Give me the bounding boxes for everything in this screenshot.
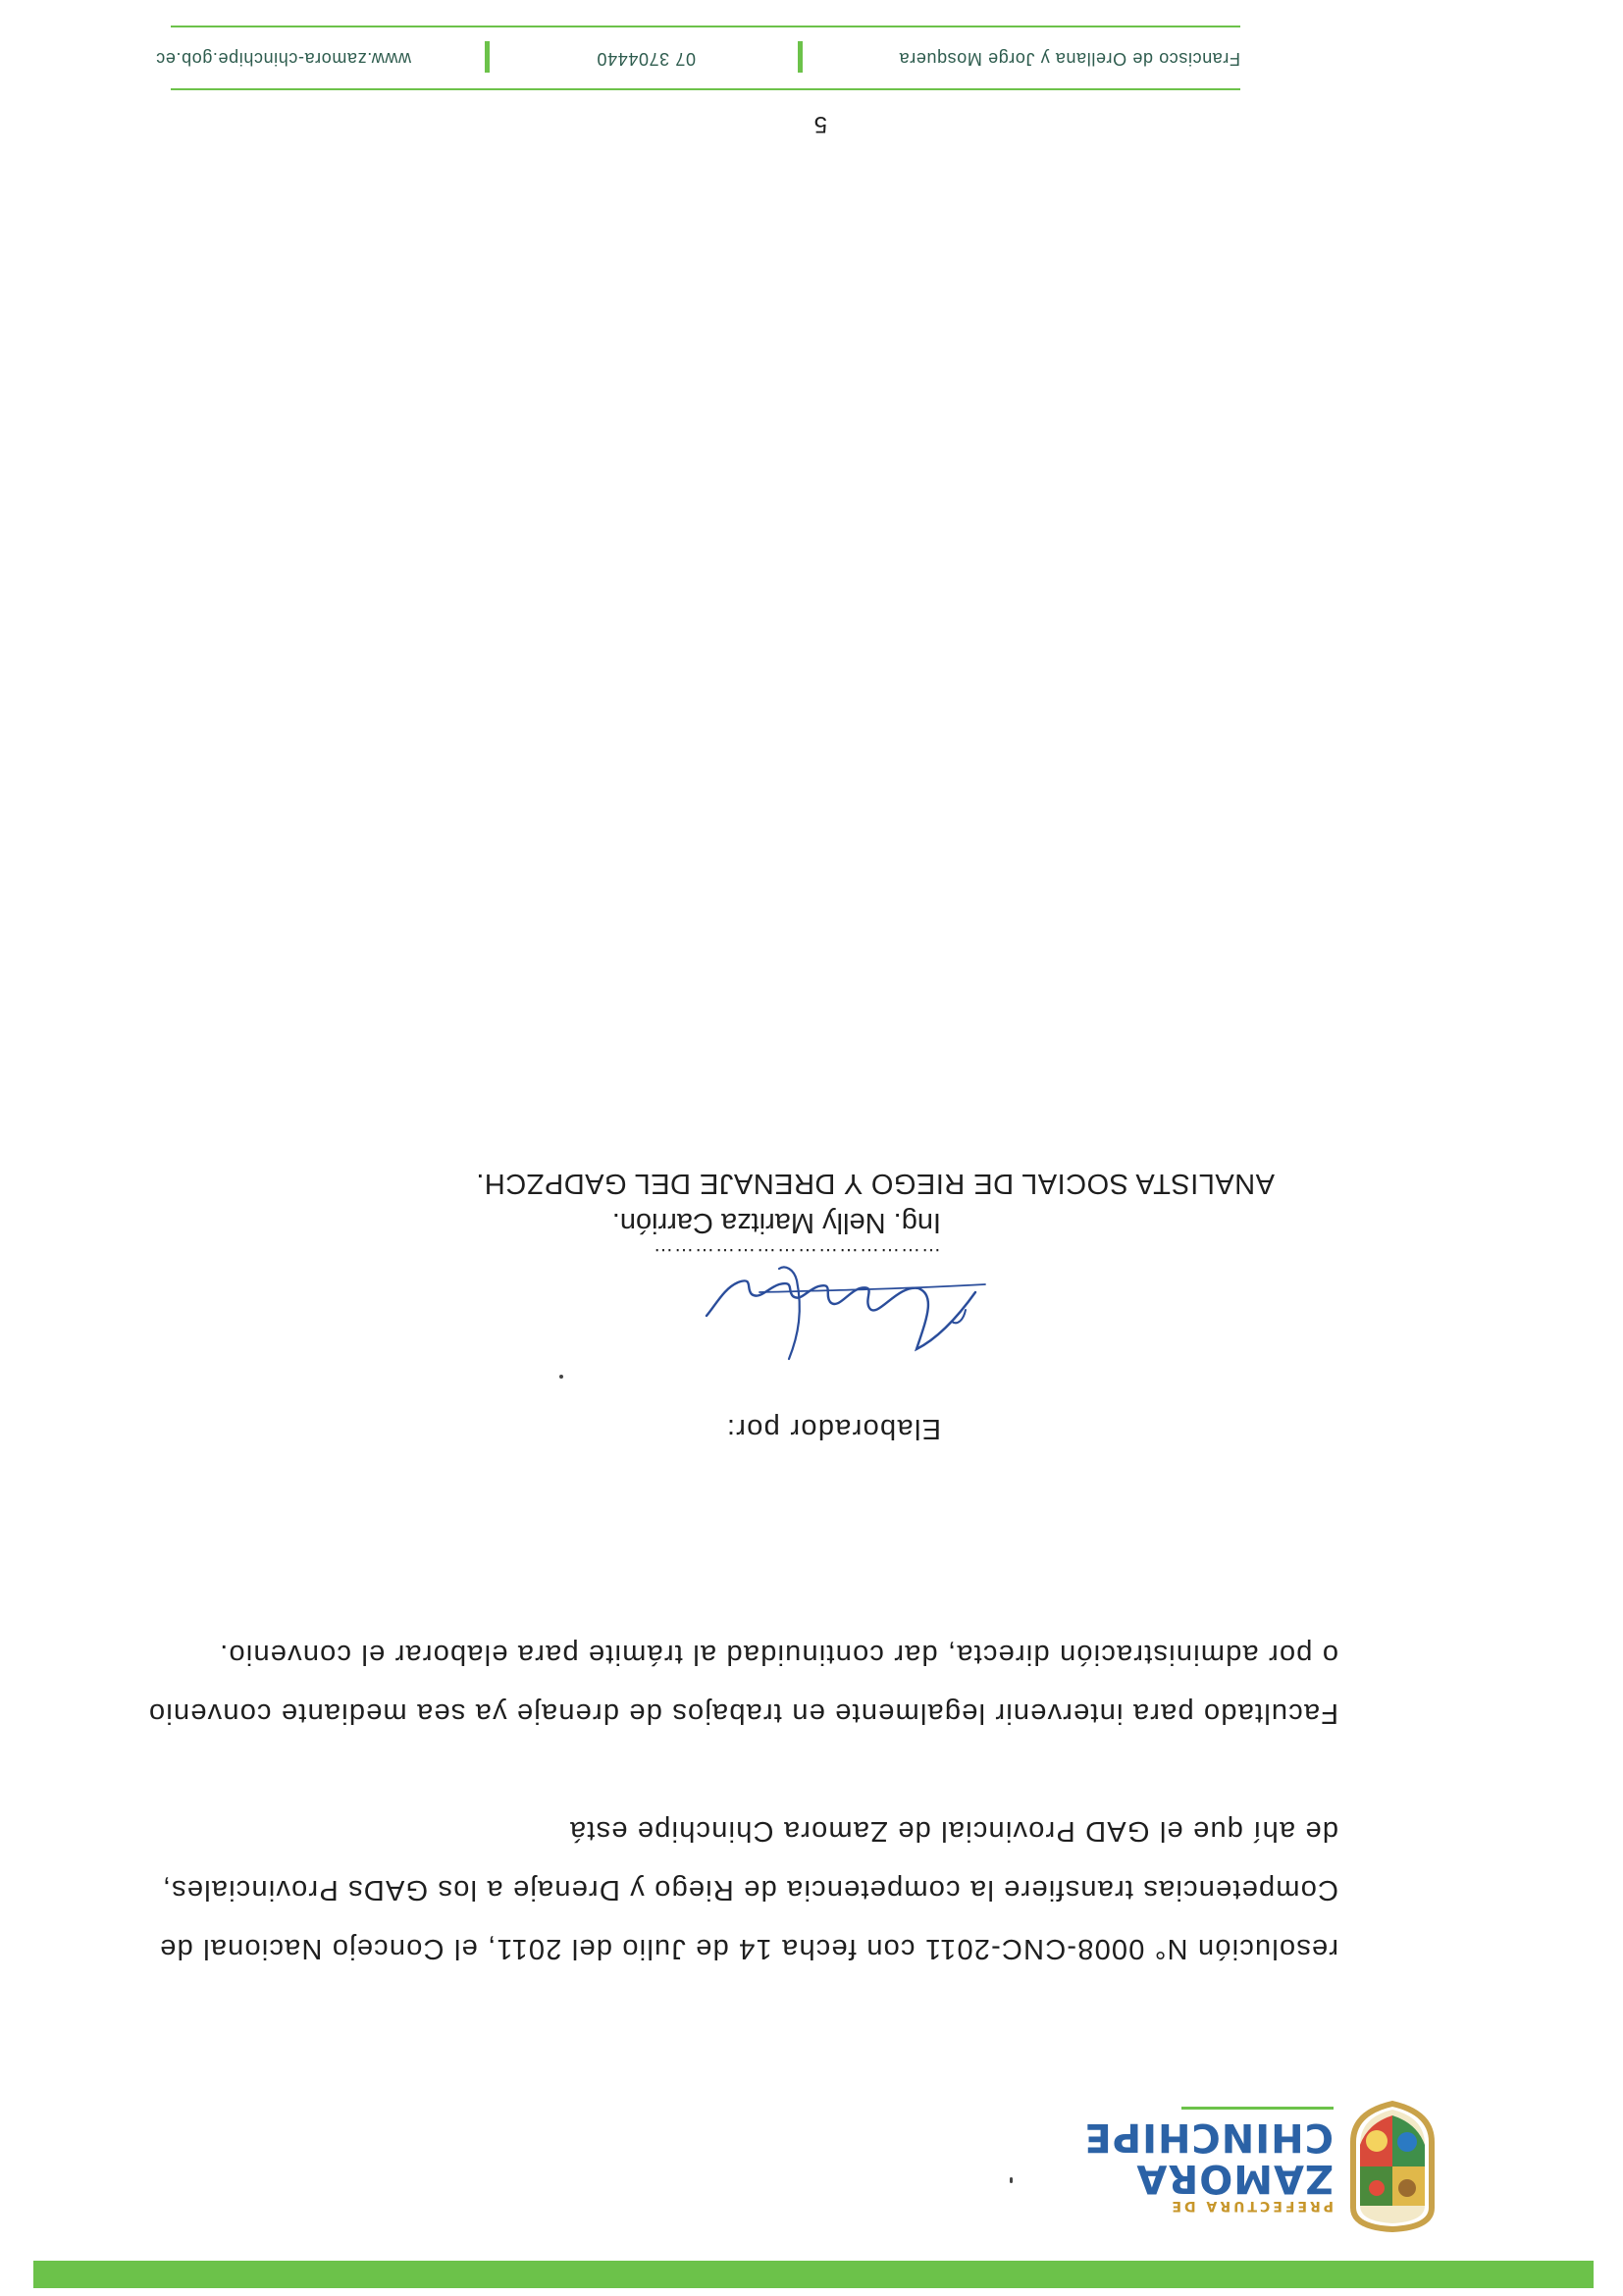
footer-phone: 07 3704440	[596, 49, 696, 69]
handwritten-signature-icon	[681, 1261, 995, 1379]
footer-separator	[485, 41, 490, 73]
brand-line-2: CHINCHIPE	[1083, 2114, 1334, 2160]
paragraph-1-line-1: resolución N° 0008-CNC-2011 con fecha 14 de Julio del 2011, el Concejo Nacional de	[159, 1933, 1338, 1964]
signer-name: Ing. Nelly Maritza Carrión.	[611, 1207, 941, 1238]
footer-top-line	[171, 88, 1240, 90]
paragraph-2-line-2: o por administración directa, dar continuidad al trámite para elaborar el convenio.	[219, 1639, 1338, 1670]
brand-underline	[1181, 2107, 1334, 2110]
paragraph-2-line-1: Facultado para intervenir legalmente en trabajos de drenaje ya sea mediante convenio	[147, 1697, 1338, 1729]
paragraph-1-line-3: de ahí que el GAD Provincial de Zamora Chinchipe está	[568, 1815, 1338, 1847]
page-number: 5	[813, 111, 827, 137]
footer-address: Francisco de Orellana y Jorge Mosquera	[899, 49, 1240, 69]
footer-website: www.zamora-chinchipe.gob.ec	[155, 49, 411, 69]
footer	[155, 37, 1240, 77]
footer-bottom-line	[171, 26, 1240, 27]
brand-small-text: PREFECTURA DE	[1169, 2198, 1334, 2214]
header-accent-bar	[33, 2261, 1594, 2288]
brand-line-1: ZAMORA	[1135, 2156, 1334, 2201]
signer-title: ANALISTA SOCIAL DE RIEGO Y DRENAJE DEL GADPZCH.	[475, 1168, 1275, 1199]
footer-separator	[798, 41, 803, 73]
paragraph-1-line-2: Competencias transfiere la competencia de Riego y Drenaje a los GADs Provinciales,	[161, 1874, 1338, 1905]
prepared-by-label: Elaborador por:	[725, 1413, 941, 1444]
scan-mark	[559, 1375, 563, 1379]
prefectura-logo	[936, 2098, 1446, 2235]
scan-mark	[1010, 2177, 1013, 2183]
signature-line: ……………………………………	[653, 1244, 941, 1266]
